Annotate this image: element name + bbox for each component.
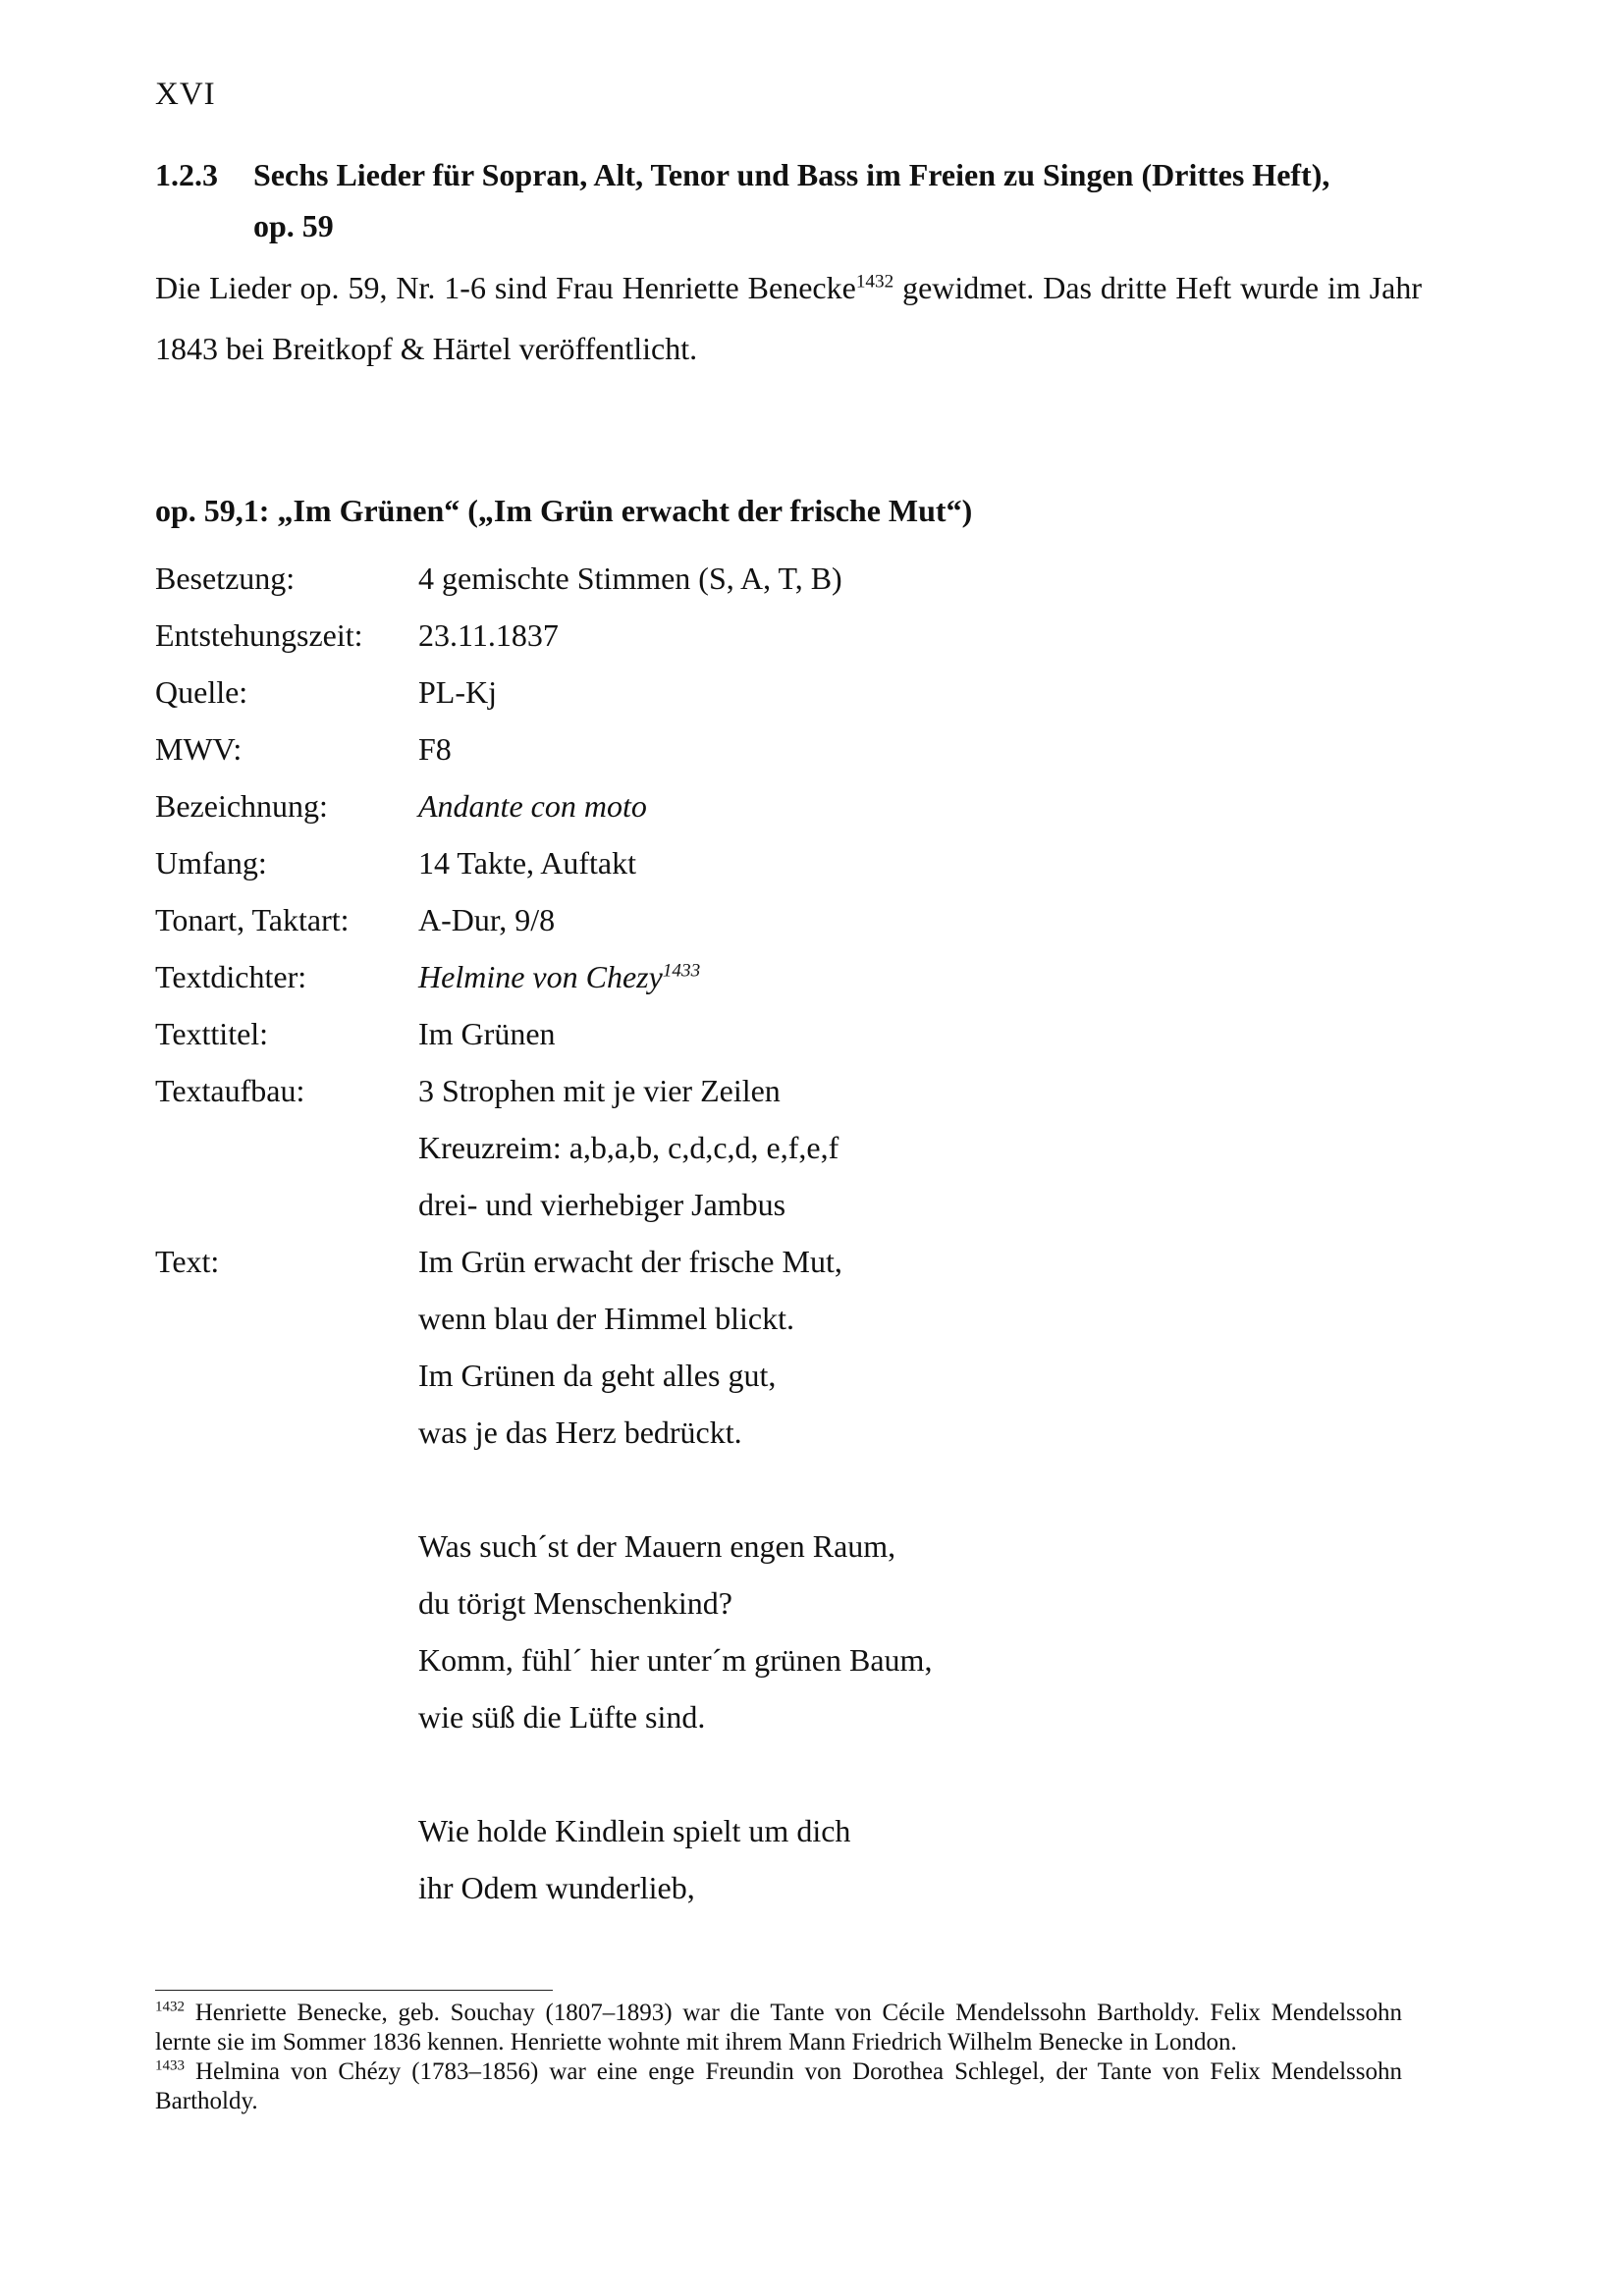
detail-row-textaufbau-cont [155,1176,1422,1233]
label-mwv: MWV: [155,731,243,767]
label-tonart: Tonart, Taktart: [155,902,350,937]
detail-row-entstehungszeit [155,607,1422,664]
poem-line: Komm, fühl´ hier unter´m grünen Baum, [418,1642,933,1678]
detail-row-mwv [155,721,1422,777]
poem-line: wie süß die Lüfte sind. [418,1699,706,1735]
poem-row [155,1347,1422,1404]
label-textdichter: Textdichter: [155,959,307,994]
footnote-text: Henriette Benecke, geb. Souchay (1807–1893) war die Tante von Cécile Mendelssohn Bartholdy. Felix Mendelssohn lernte sie im Sommer 1836 kennen. Henriette wohnte mit ihrem Mann Friedrich Wilhelm Benecke in London. [155,2000,1402,2056]
intro-text-before: Die Lieder op. 59, Nr. 1-6 sind Frau Henriette Benecke [155,270,856,305]
poem-row [155,1404,1422,1461]
label-umfang: Umfang: [155,845,267,881]
value-textaufbau-line: Kreuzreim: a,b,a,b, c,d,c,d, e,f,e,f [418,1130,839,1165]
footnote-ref-1432[interactable]: 1432 [855,271,894,293]
footnote-number: 1432 [155,1999,185,2015]
song-details [155,550,1422,1916]
poem-line: was je das Herz bedrückt. [418,1415,742,1450]
section-heading [155,149,1422,251]
value-textdichter [418,948,1422,1005]
poem-line: du törigt Menschenkind? [418,1585,732,1621]
poem-row [155,1802,1422,1859]
poem-line: ihr Odem wunderlieb, [418,1870,695,1905]
detail-row-textaufbau-cont [155,1119,1422,1176]
stanza-break [155,1745,1422,1802]
intro-paragraph [155,257,1422,379]
value-entstehungszeit: 23.11.1837 [418,617,559,653]
footnote-text: Helmina von Chézy (1783–1856) war eine enge Freundin von Dorothea Schlegel, der Tante von Felix Mendelssohn Bartholdy. [155,2058,1402,2114]
value-tonart: A-Dur, 9/8 [418,902,556,937]
label-textaufbau: Textaufbau: [155,1073,305,1108]
footnote-number: 1433 [155,2057,185,2074]
footnote-1433 [155,2057,1402,2116]
value-quelle: PL-Kj [418,674,497,710]
detail-row-quelle [155,664,1422,721]
value-mwv: F8 [418,731,452,767]
poem-line: Im Grün erwacht der frische Mut, [418,1244,842,1279]
value-besetzung: 4 gemischte Stimmen (S, A, T, B) [418,561,842,596]
section-title-line2: op. 59 [253,208,334,243]
detail-row-besetzung [155,550,1422,607]
page-number: XVI [155,77,216,112]
poem-row [155,1631,1422,1688]
footnotes [155,1999,1402,2116]
detail-row-textaufbau [155,1062,1422,1119]
footnote-ref-1433[interactable]: 1433 [662,960,701,982]
value-umfang: 14 Takte, Auftakt [418,845,637,881]
poem-row [155,1859,1422,1916]
label-texttitel: Texttitel: [155,1016,269,1051]
detail-row-textdichter [155,948,1422,1005]
label-text: Text: [155,1244,220,1279]
textdichter-name: Helmine von Chezy [418,959,663,994]
detail-row-texttitel [155,1005,1422,1062]
footnote-divider [155,1990,553,1991]
poem-line: Im Grünen da geht alles gut, [418,1358,777,1393]
poem-row [155,1518,1422,1575]
intro-text-after: gewidmet. Das dritte Heft wurde im Jahr 1843 bei Breitkopf & Härtel veröffentlicht. [155,270,1423,366]
poem-row [155,1688,1422,1745]
detail-row-text [155,1233,1422,1290]
value-bezeichnung: Andante con moto [418,788,647,824]
poem-row [155,1575,1422,1631]
poem-line: wenn blau der Himmel blickt. [418,1301,795,1336]
poem-row [155,1290,1422,1347]
footnote-1432 [155,1999,1402,2057]
label-bezeichnung: Bezeichnung: [155,788,328,824]
detail-row-umfang [155,834,1422,891]
section-title-line1: Sechs Lieder für Sopran, Alt, Tenor und Bass im Freien zu Singen (Drittes Heft), [253,157,1330,192]
poem-line: Was such´st der Mauern engen Raum, [418,1528,896,1564]
label-besetzung: Besetzung: [155,561,296,596]
detail-row-bezeichnung [155,777,1422,834]
label-entstehungszeit: Entstehungszeit: [155,617,363,653]
section-number: 1.2.3 [155,157,218,192]
detail-row-tonart [155,891,1422,948]
stanza-break [155,1461,1422,1518]
label-quelle: Quelle: [155,674,248,710]
song-heading: op. 59,1: „Im Grünen“ („Im Grün erwacht der frische Mut“) [155,493,973,528]
poem-line: Wie holde Kindlein spielt um dich [418,1813,851,1848]
value-texttitel: Im Grünen [418,1016,556,1051]
value-textaufbau-line: drei- und vierhebiger Jambus [418,1187,786,1222]
value-textaufbau-line: 3 Strophen mit je vier Zeilen [418,1073,781,1108]
